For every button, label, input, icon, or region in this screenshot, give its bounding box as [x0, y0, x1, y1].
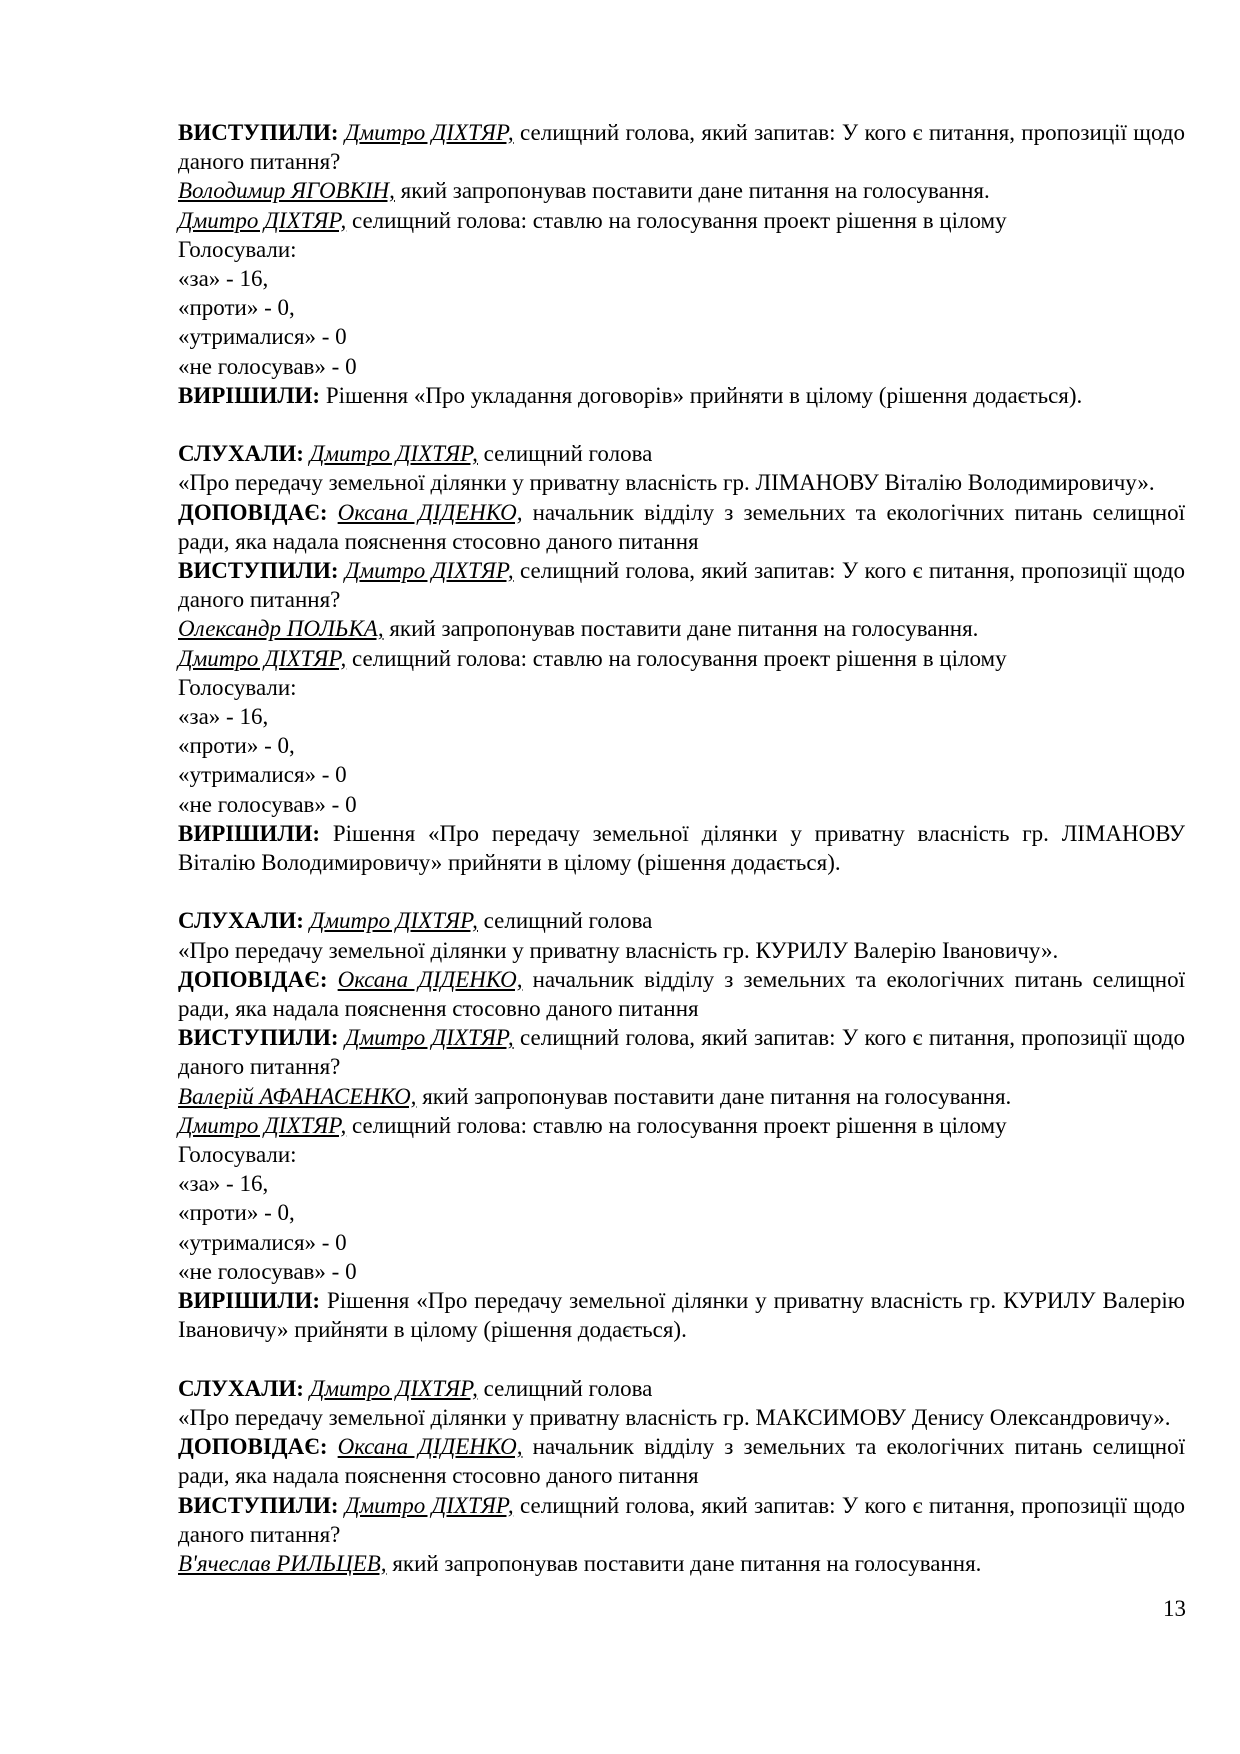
minutes-paragraph	[178, 293, 1185, 322]
section-keyword: ДОПОВІДАЄ:	[178, 499, 328, 525]
minutes-paragraph	[178, 1257, 1185, 1286]
paragraph-text: який запропонував поставити дане питання на голосування.	[386, 1550, 982, 1576]
minutes-paragraph	[178, 468, 1185, 497]
speaker-name: Дмитро ДІХТЯР,	[344, 1025, 514, 1051]
paragraph-text: який запропонував поставити дане питання на голосування.	[416, 1083, 1012, 1109]
minutes-paragraph	[178, 264, 1185, 293]
minutes-body	[178, 118, 1185, 1578]
page-number: 13	[1163, 1596, 1186, 1621]
minutes-paragraph	[178, 235, 1185, 264]
minutes-paragraph	[178, 965, 1185, 1023]
paragraph-text: «проти» - 0,	[178, 295, 295, 321]
paragraph-text: «утрималися» - 0	[178, 1229, 347, 1255]
paragraph-text: начальник відділу з земельних та екологічних питань селищної ради, яка надала пояснення стосовно даного питання	[178, 499, 1186, 554]
paragraph-text: «не голосував» - 0	[178, 353, 357, 379]
speaker-name: Оксана ДІДЕНКО,	[337, 966, 523, 992]
paragraph-text	[327, 967, 337, 992]
minutes-paragraph	[178, 381, 1185, 410]
minutes-paragraph	[178, 118, 1185, 176]
paragraph-text: селищний голова, який запитав: У кого є питання, пропозиції щодо даного питання?	[178, 1025, 1185, 1080]
minutes-paragraph	[178, 556, 1185, 614]
minutes-paragraph	[178, 790, 1185, 819]
section-keyword: ДОПОВІДАЄ:	[178, 1434, 328, 1460]
speaker-name: Оксана ДІДЕНКО,	[337, 499, 523, 525]
minutes-paragraph	[178, 352, 1185, 381]
paragraph-text: «за» - 16,	[178, 1171, 269, 1197]
minutes-paragraph	[178, 644, 1185, 673]
paragraph-text: селищний голова	[477, 908, 653, 934]
section-keyword: ВИСТУПИЛИ:	[178, 558, 339, 584]
minutes-paragraph	[178, 1228, 1185, 1257]
paragraph-text: «Про передачу земельної ділянки у приватну власність гр. ЛІМАНОВУ Віталію Володимировичу».	[178, 470, 1155, 496]
minutes-paragraph	[178, 1432, 1185, 1490]
section-keyword: ДОПОВІДАЄ:	[178, 966, 328, 992]
paragraph-text: начальник відділу з земельних та екологічних питань селищної ради, яка надала пояснення стосовно даного питання	[178, 966, 1186, 1022]
minutes-paragraph	[178, 760, 1185, 789]
paragraph-text	[327, 1434, 337, 1459]
minutes-paragraph	[178, 1140, 1185, 1169]
paragraph-text: селищний голова	[477, 1375, 653, 1401]
speaker-name: В'ячеслав РИЛЬЦЕВ,	[178, 1550, 387, 1576]
minutes-paragraph	[178, 673, 1185, 702]
minutes-paragraph	[178, 702, 1185, 731]
paragraph-text: «за» - 16,	[178, 704, 269, 730]
paragraph-text: селищний голова: ставлю на голосування проект рішення в цілому	[346, 645, 1007, 671]
minutes-paragraph	[178, 1549, 1185, 1578]
paragraph-text: «утрималися» - 0	[178, 762, 347, 788]
paragraph-gap	[178, 1345, 1185, 1374]
paragraph-text: селищний голова: ставлю на голосування проект рішення в цілому	[346, 1112, 1007, 1138]
paragraph-text: Рішення «Про укладання договорів» прийняти в цілому (рішення додається).	[320, 382, 1083, 408]
speaker-name: Дмитро ДІХТЯР,	[309, 1375, 478, 1401]
section-keyword: ВИСТУПИЛИ:	[178, 1025, 339, 1051]
minutes-paragraph	[178, 819, 1185, 877]
paragraph-text: «за» - 16,	[178, 266, 269, 292]
minutes-paragraph	[178, 1111, 1185, 1140]
paragraph-text: селищний голова	[477, 441, 653, 467]
section-keyword: СЛУХАЛИ:	[178, 1375, 304, 1401]
paragraph-gap	[178, 877, 1185, 906]
speaker-name: Дмитро ДІХТЯР,	[344, 120, 514, 145]
paragraph-text: «не голосував» - 0	[178, 791, 357, 817]
minutes-paragraph	[178, 936, 1185, 965]
section-keyword: ВИСТУПИЛИ:	[178, 1492, 339, 1518]
minutes-paragraph	[178, 1286, 1185, 1344]
speaker-name: Володимир ЯГОВКІН,	[178, 178, 395, 204]
paragraph-text: начальник відділу з земельних та екологічних питань селищної ради, яка надала пояснення стосовно даного питання	[178, 1434, 1186, 1489]
speaker-name: Дмитро ДІХТЯР,	[344, 558, 514, 584]
speaker-name: Оксана ДІДЕНКО,	[337, 1434, 523, 1460]
minutes-paragraph	[178, 731, 1185, 760]
paragraph-gap	[178, 410, 1185, 439]
minutes-paragraph	[178, 322, 1185, 351]
section-keyword: ВИРІШИЛИ:	[178, 382, 321, 408]
speaker-name: Дмитро ДІХТЯР,	[178, 645, 347, 671]
minutes-paragraph	[178, 1082, 1185, 1111]
paragraph-text: Голосували:	[178, 1142, 297, 1168]
paragraph-text: «Про передачу земельної ділянки у приватну власність гр. МАКСИМОВУ Денису Олександровичу».	[178, 1404, 1171, 1430]
paragraph-text: «утрималися» - 0	[178, 324, 347, 350]
paragraph-text: «проти» - 0,	[178, 1200, 295, 1226]
paragraph-text: селищний голова: ставлю на голосування проект рішення в цілому	[346, 207, 1007, 233]
paragraph-text: Рішення «Про передачу земельної ділянки у приватну власність гр. КУРИЛУ Валерію Івановичу» прийняти в цілому (рішення додається).	[178, 1288, 1185, 1343]
section-keyword: СЛУХАЛИ:	[178, 908, 304, 934]
minutes-paragraph	[178, 1023, 1185, 1081]
section-keyword: ВИРІШИЛИ:	[178, 820, 321, 846]
paragraph-text: «Про передачу земельної ділянки у приватну власність гр. КУРИЛУ Валерію Івановичу».	[178, 937, 1059, 963]
speaker-name: Дмитро ДІХТЯР,	[309, 441, 478, 467]
section-keyword: СЛУХАЛИ:	[178, 441, 304, 467]
minutes-paragraph	[178, 1491, 1185, 1549]
paragraph-text: Голосували:	[178, 236, 297, 262]
paragraph-text: селищний голова, який запитав: У кого є питання, пропозиції щодо даного питання?	[178, 1492, 1185, 1547]
minutes-paragraph	[178, 1169, 1185, 1198]
minutes-paragraph	[178, 1403, 1185, 1432]
speaker-name: Валерій АФАНАСЕНКО,	[178, 1083, 417, 1109]
minutes-paragraph	[178, 206, 1185, 235]
speaker-name: Дмитро ДІХТЯР,	[178, 207, 347, 233]
paragraph-text: «не голосував» - 0	[178, 1258, 357, 1284]
minutes-paragraph	[178, 439, 1185, 468]
paragraph-text: селищний голова, який запитав: У кого є питання, пропозиції щодо даного питання?	[178, 120, 1185, 175]
section-keyword: ВИРІШИЛИ:	[178, 1288, 321, 1314]
paragraph-text: Рішення «Про передачу земельної ділянки у приватну власність гр. ЛІМАНОВУ Віталію Володимировичу» прийняти в цілому (рішення додається).	[178, 820, 1185, 876]
minutes-paragraph	[178, 614, 1185, 643]
minutes-paragraph	[178, 498, 1185, 556]
paragraph-text	[327, 500, 337, 525]
section-keyword: ВИСТУПИЛИ:	[178, 120, 339, 145]
minutes-paragraph	[178, 906, 1185, 935]
speaker-name: Олександр ПОЛЬКА,	[178, 616, 384, 642]
speaker-name: Дмитро ДІХТЯР,	[309, 908, 478, 934]
paragraph-text: який запропонував поставити дане питання на голосування.	[394, 178, 990, 204]
paragraph-text: Голосували:	[178, 674, 297, 700]
speaker-name: Дмитро ДІХТЯР,	[178, 1112, 347, 1138]
paragraph-text: селищний голова, який запитав: У кого є питання, пропозиції щодо даного питання?	[178, 558, 1185, 613]
paragraph-text: який запропонував поставити дане питання на голосування.	[383, 616, 979, 642]
speaker-name: Дмитро ДІХТЯР,	[344, 1492, 514, 1518]
minutes-paragraph	[178, 176, 1185, 205]
paragraph-text: «проти» - 0,	[178, 733, 295, 759]
minutes-paragraph	[178, 1374, 1185, 1403]
minutes-paragraph	[178, 1198, 1185, 1227]
